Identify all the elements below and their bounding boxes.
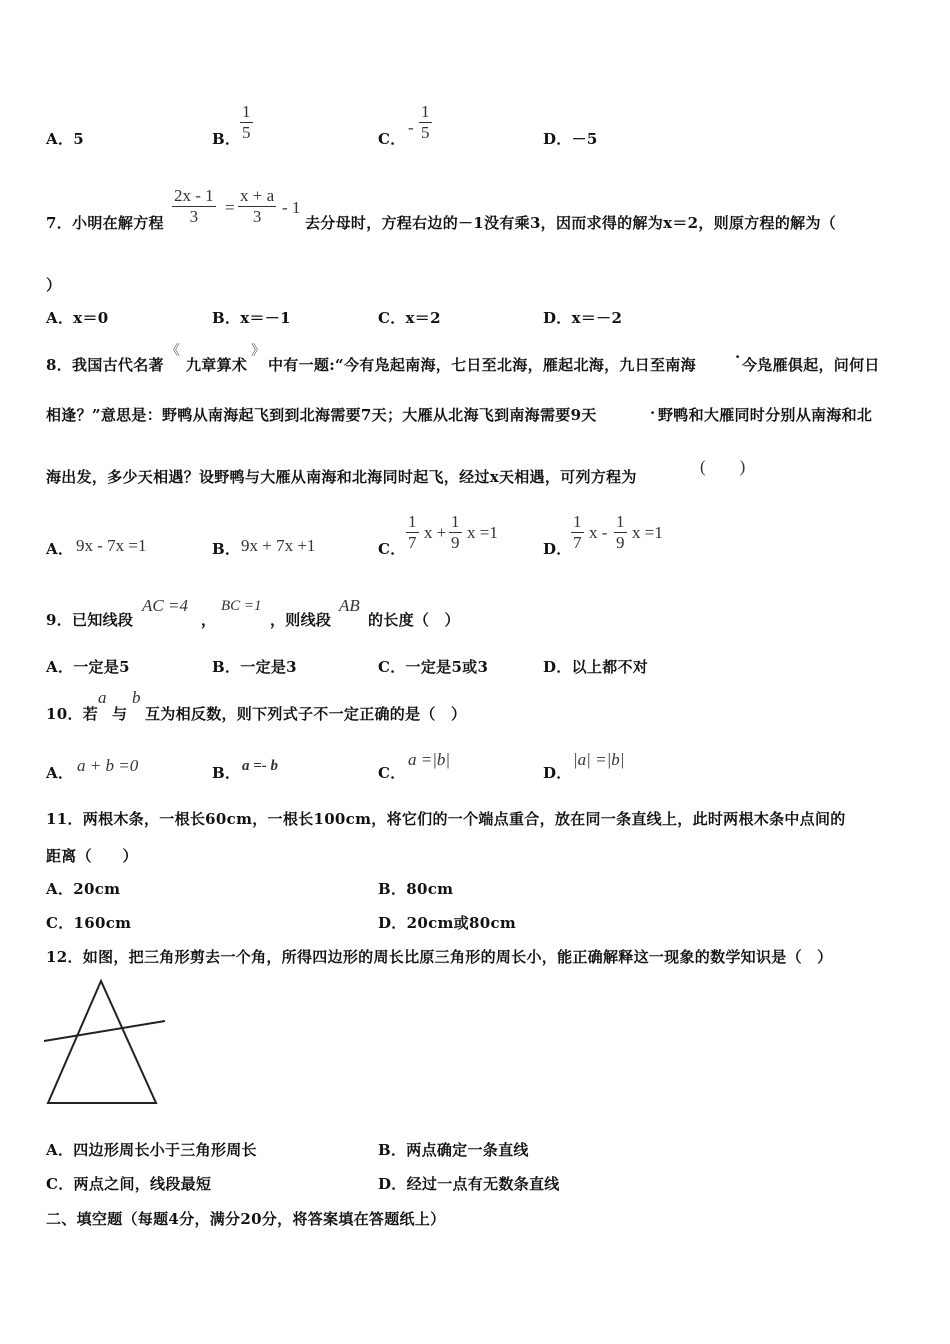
section-2-heading: 二、填空题（每题4分，满分20分，将答案填在答题纸上） bbox=[46, 1210, 446, 1228]
q9-bc: BC =1 bbox=[221, 598, 262, 614]
q10-option-a: a + b =0 bbox=[77, 756, 139, 775]
q8-option-d-label: D． bbox=[543, 540, 572, 558]
triangle-outline bbox=[48, 981, 156, 1103]
q6-option-c-fraction: $\frac{1}{5}$ bbox=[421, 102, 430, 142]
q9-ac: AC =4 bbox=[142, 596, 188, 615]
q9-option-a: A．一定是5 bbox=[46, 658, 130, 676]
q9-middle: ，则线段 bbox=[270, 611, 332, 629]
q8-line2-start: 相逢？”意思是：野鸭从南海起飞到到北海需要7天；大雁从北海飞到南海需要9天 bbox=[46, 406, 597, 424]
q8-line2-dot: · bbox=[650, 404, 656, 422]
q8-option-c-end: x =1 bbox=[467, 523, 498, 542]
q8-line1-dot: · bbox=[735, 348, 741, 366]
q10-option-c-label: C． bbox=[378, 764, 406, 782]
q7-prefix: 7．小明在解方程 bbox=[46, 214, 164, 232]
q6-option-d: D．－5 bbox=[543, 130, 598, 148]
q8-book-open: 《 bbox=[166, 344, 180, 359]
q8-option-c-label: C． bbox=[378, 540, 406, 558]
q8-line1-start: 8．我国古代名著 bbox=[46, 356, 164, 374]
q6-option-b-fraction: $\frac{1}{5}$ bbox=[242, 102, 251, 142]
q12-stem: 12．如图，把三角形剪去一个角，所得四边形的周长比原三角形的周长小，能正确解释这一现象的数学知识是（ ） bbox=[46, 948, 833, 966]
q9-suffix: 的长度（ ） bbox=[368, 611, 460, 629]
q9-comma: ， bbox=[201, 611, 217, 629]
triangle-figure bbox=[40, 975, 172, 1107]
q7-option-b: B．x＝－1 bbox=[212, 309, 291, 327]
q6-option-b-label: B． bbox=[212, 130, 241, 148]
q8-option-d-frac1: $\frac{1}{7}$ bbox=[573, 512, 582, 552]
q8-book-close: 》 bbox=[251, 344, 265, 359]
q10-option-d-label: D． bbox=[543, 764, 572, 782]
q11-line2: 距离（ ） bbox=[46, 847, 138, 865]
q8-line1-mid: 中有一题:“今有凫起南海，七日至北海，雁起北海，九日至南海 bbox=[268, 356, 696, 374]
q6-option-c-label: C． bbox=[378, 130, 406, 148]
q7-close-paren: ） bbox=[46, 276, 62, 294]
q7-option-d: D．x＝－2 bbox=[543, 309, 623, 327]
q8-answer-paren: ( ) bbox=[700, 457, 746, 476]
q10-prefix: 10．若 bbox=[46, 705, 99, 723]
q7-option-c: C．x＝2 bbox=[378, 309, 441, 327]
q7-option-a: A．x＝0 bbox=[46, 309, 109, 327]
q10-option-b-label: B． bbox=[212, 764, 241, 782]
q8-option-d-frac2: $\frac{1}{9}$ bbox=[616, 512, 625, 552]
q10-option-b: a =- b bbox=[242, 758, 279, 774]
q8-option-a-label: A． bbox=[46, 540, 74, 558]
q10-option-c: a =|b| bbox=[408, 750, 451, 769]
q12-option-a: A．四边形周长小于三角形周长 bbox=[46, 1141, 257, 1159]
q12-option-d: D．经过一点有无数条直线 bbox=[378, 1175, 560, 1193]
q8-option-c-frac2: $\frac{1}{9}$ bbox=[451, 512, 460, 552]
cut-line bbox=[44, 1021, 165, 1041]
q8-line2-end: 野鸭和大雁同时分别从南海和北 bbox=[658, 406, 873, 424]
q8-option-c-frac1: $\frac{1}{7}$ bbox=[408, 512, 417, 552]
q6-option-a: A．5 bbox=[46, 130, 84, 148]
q10-suffix: 互为相反数，则下列式子不一定正确的是（ ） bbox=[145, 705, 467, 723]
q9-option-c: C．一定是5或3 bbox=[378, 658, 489, 676]
q8-option-b: 9x + 7x +1 bbox=[241, 536, 316, 555]
q9-ab: AB bbox=[339, 596, 360, 615]
q7-lhs-fraction: $\frac{2x - 1}{3}$ bbox=[174, 186, 214, 226]
q12-option-b: B．两点确定一条直线 bbox=[378, 1141, 529, 1159]
q11-option-d: D．20cm或80cm bbox=[378, 914, 517, 932]
q8-line3: 海出发，多少天相遇？设野鸭与大雁从南海和北海同时起飞，经过x天相遇，可列方程为 bbox=[46, 468, 637, 486]
q10-option-a-label: A． bbox=[46, 764, 74, 782]
q9-prefix: 9．已知线段 bbox=[46, 611, 134, 629]
q10-with: 与 bbox=[112, 705, 128, 723]
q10-a: a bbox=[98, 688, 107, 707]
q8-option-d-end: x =1 bbox=[632, 523, 663, 542]
q8-option-d-mid: x - bbox=[589, 523, 608, 542]
q7-suffix: 去分母时，方程右边的－1没有乘3，因而求得的解为x＝2，则原方程的解为（ bbox=[305, 214, 837, 232]
q8-book-title: 九章算术 bbox=[186, 356, 248, 374]
q9-option-d: D．以上都不对 bbox=[543, 658, 649, 676]
q11-option-a: A．20cm bbox=[46, 880, 121, 898]
q9-option-b: B．一定是3 bbox=[212, 658, 297, 676]
q10-option-d: |a| =|b| bbox=[573, 750, 625, 769]
q11-line1: 11．两根木条，一根长60cm，一根长100cm，将它们的一个端点重合，放在同一条直线上，此时两根木条中点间的 bbox=[46, 810, 846, 828]
q8-line1-end: 今凫雁俱起，问何日 bbox=[742, 356, 880, 374]
q7-equals: = bbox=[225, 198, 235, 217]
q10-b: b bbox=[132, 688, 141, 707]
q11-option-b: B．80cm bbox=[378, 880, 454, 898]
q8-option-b-label: B． bbox=[212, 540, 241, 558]
q12-option-c: C．两点之间，线段最短 bbox=[46, 1175, 212, 1193]
q11-option-c: C．160cm bbox=[46, 914, 132, 932]
q7-rhs-fraction: $\frac{x + a}{3}$ bbox=[240, 186, 275, 226]
q7-rhs-tail: - 1 bbox=[282, 198, 301, 217]
q8-option-a: 9x - 7x =1 bbox=[76, 536, 147, 555]
q6-option-c-sign: - bbox=[408, 118, 414, 137]
q8-option-c-mid: x + bbox=[424, 523, 447, 542]
